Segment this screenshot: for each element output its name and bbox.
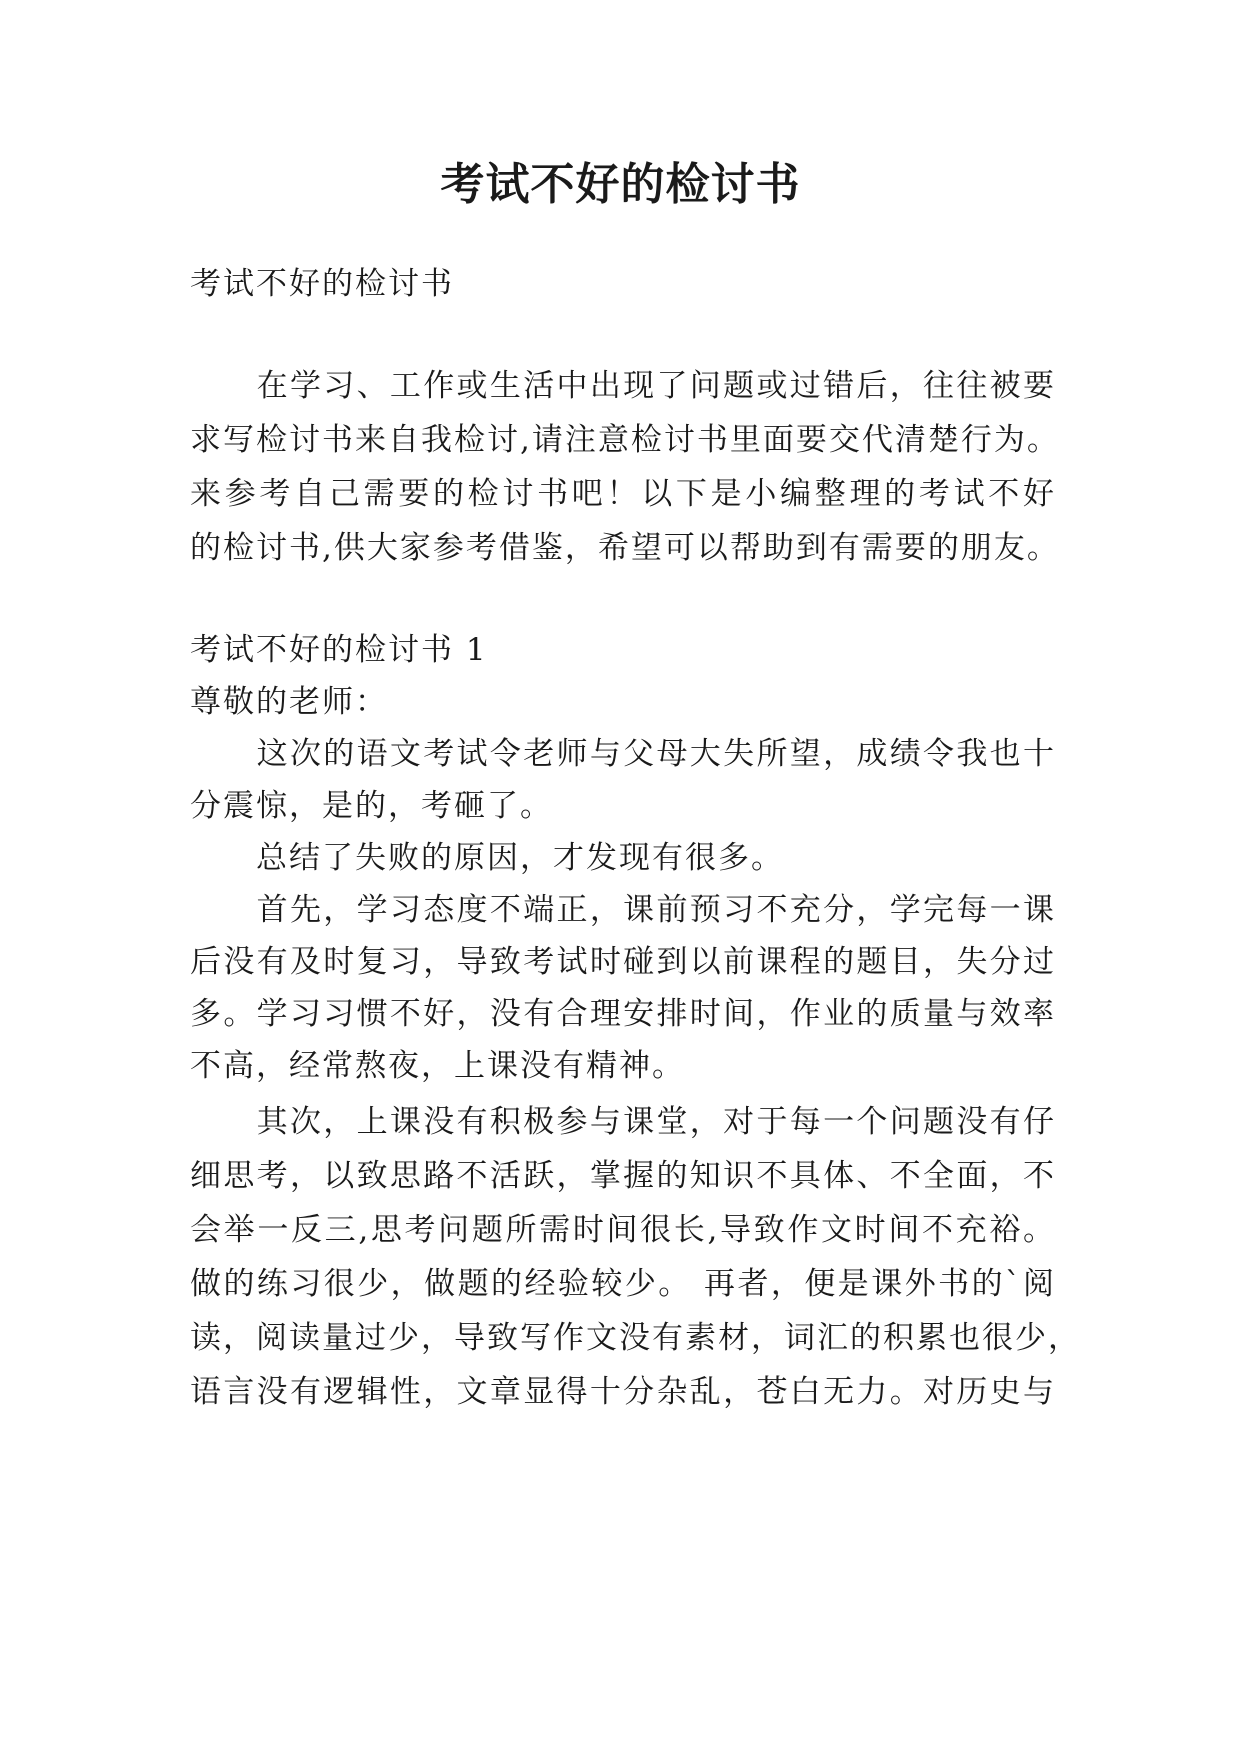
intro-line: 在学习、工作或生活中出现了问题或过错后，往往被要 [190,368,1056,404]
document-subtitle: 考试不好的检讨书 [190,266,454,302]
paragraph-line: 后没有及时复习，导致考试时碰到以前课程的题目，失分过 [190,944,1056,980]
document-title: 考试不好的检讨书 [440,159,801,210]
salutation: 尊敬的老师： [190,684,388,720]
paragraph-line: 首先，学习态度不端正，课前预习不充分，学完每一课 [190,892,1056,928]
paragraph-line: 会举一反三,思考问题所需时间很长,导致作文时间不充裕。 [190,1212,1056,1248]
intro-line: 的检讨书,供大家参考借鉴，希望可以帮助到有需要的朋友。 [190,530,1060,566]
paragraph-line: 做的练习很少，做题的经验较少。 再者，便是课外书的`阅 [190,1266,1056,1302]
paragraph-line: 语言没有逻辑性，文章显得十分杂乱，苍白无力。对历史与 [190,1374,1056,1410]
paragraph-line: 多。学习习惯不好，没有合理安排时间，作业的质量与效率 [190,996,1056,1032]
intro-line: 求写检讨书来自我检讨,请注意检讨书里面要交代清楚行为。 [190,422,1060,458]
paragraph-line: 总结了失败的原因，才发现有很多。 [190,840,784,876]
paragraph-line: 不高，经常熬夜，上课没有精神。 [190,1048,685,1084]
intro-line: 来参考自己需要的检讨书吧！以下是小编整理的考试不好 [190,476,1056,512]
section-heading: 考试不好的检讨书 1 [190,632,488,668]
paragraph-line: 分震惊，是的，考砸了。 [190,788,553,824]
paragraph-line: 这次的语文考试令老师与父母大失所望，成绩令我也十 [190,736,1056,772]
paragraph-line: 其次，上课没有积极参与课堂，对于每一个问题没有仔 [190,1104,1056,1140]
paragraph-line: 读，阅读量过少，导致写作文没有素材，词汇的积累也很少， [190,1320,1081,1356]
paragraph-line: 细思考，以致思路不活跃，掌握的知识不具体、不全面，不 [190,1158,1056,1194]
